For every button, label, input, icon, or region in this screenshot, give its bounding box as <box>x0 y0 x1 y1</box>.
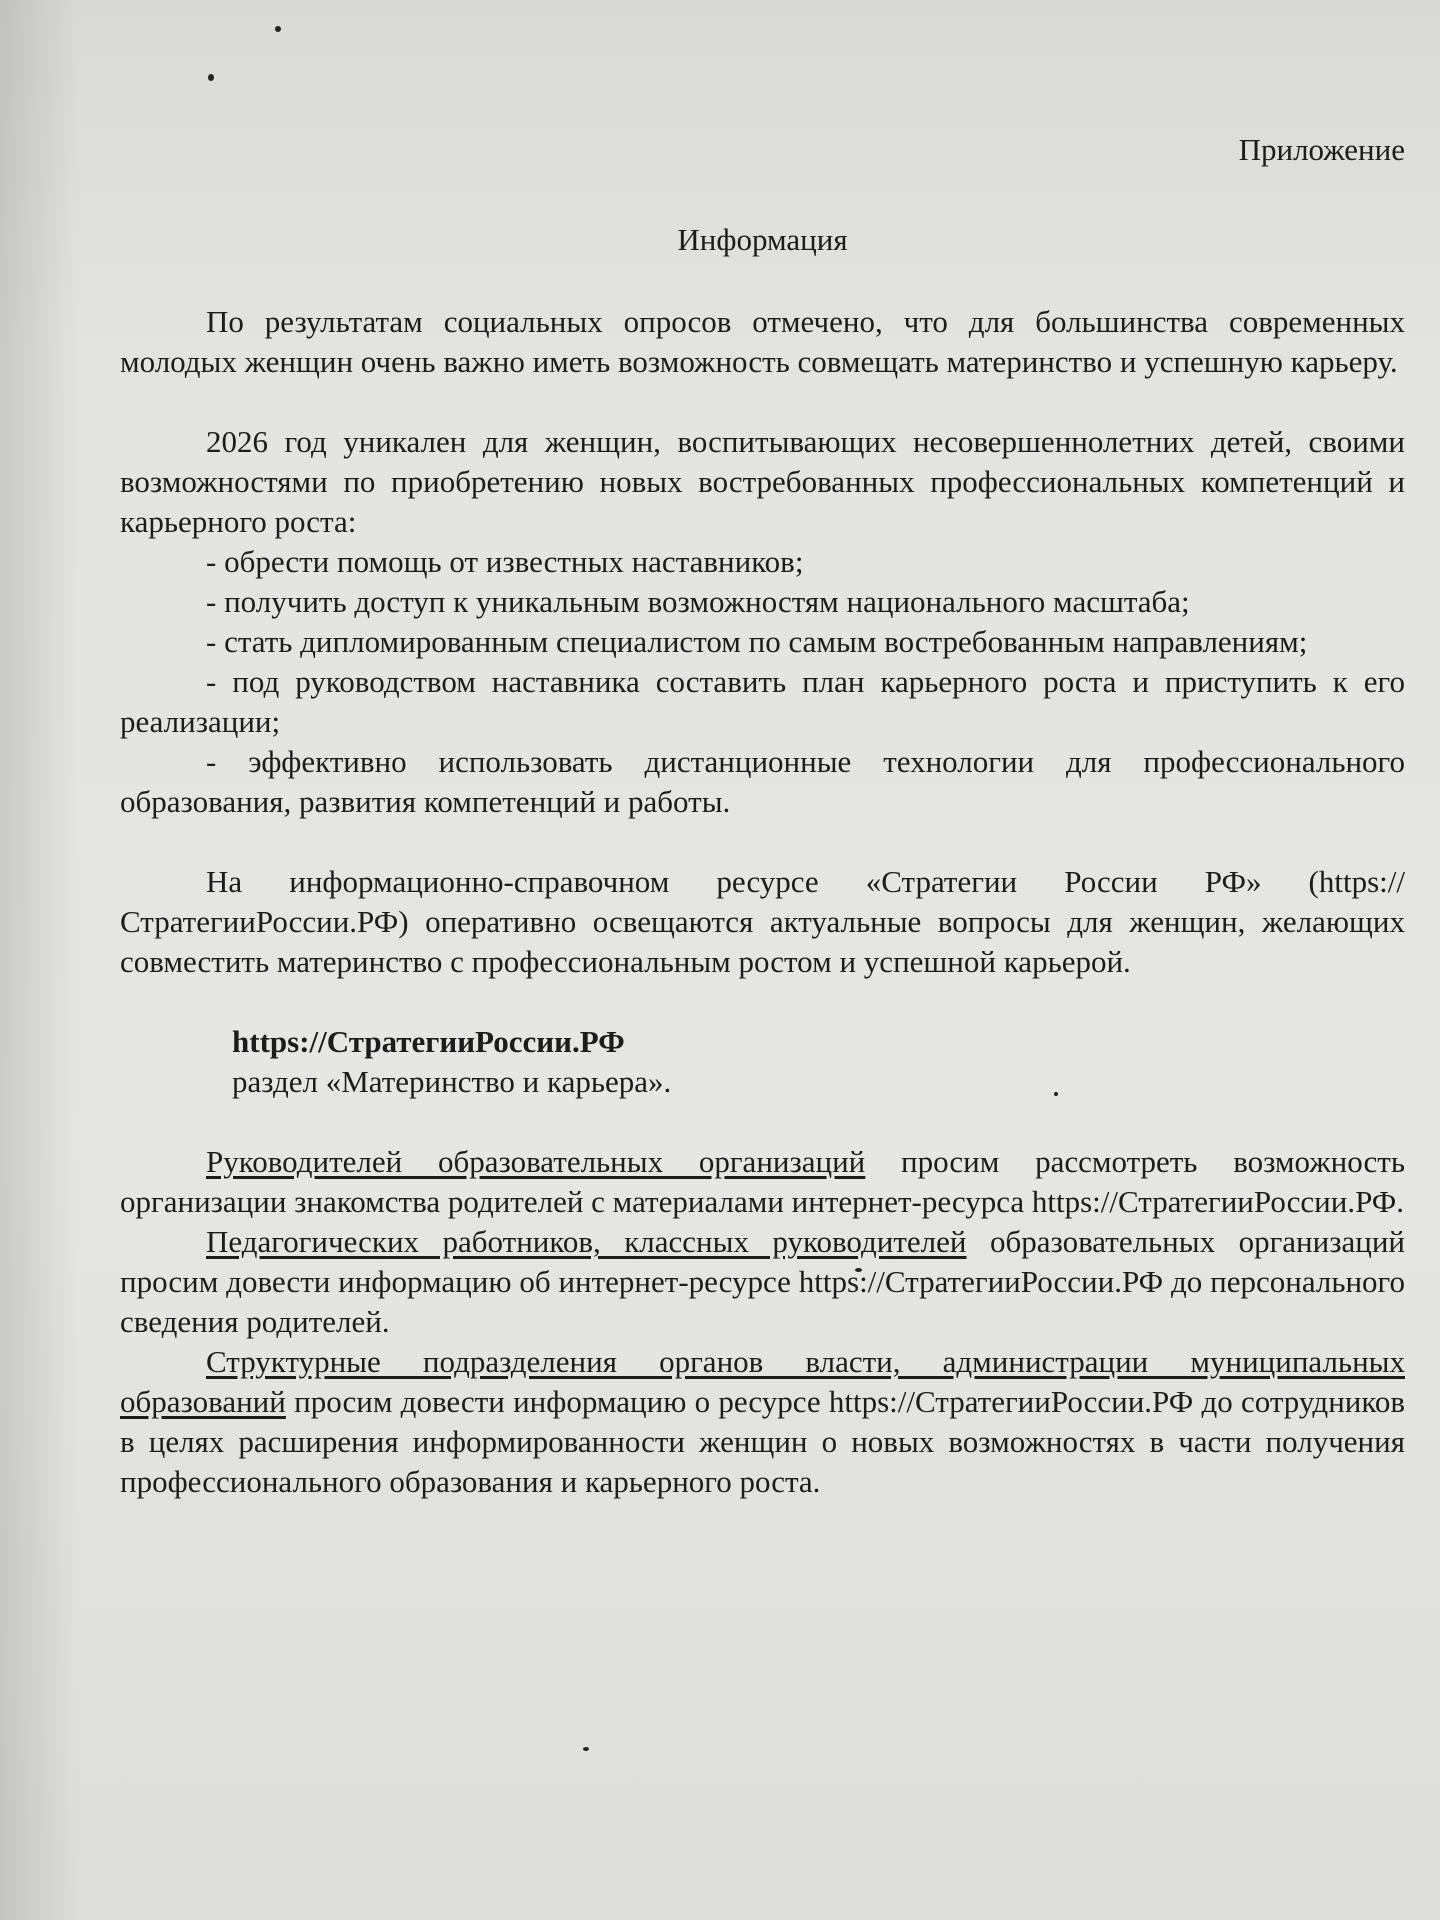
addressee-teachers: Педагогических работников, классных руководителей <box>206 1224 967 1259</box>
addressee-authorities: Структурные подразделения органов власти, администрации муниципальных образований <box>120 1344 1405 1419</box>
resource-link[interactable]: https://СтратегииРоссии.РФ <box>232 1024 625 1059</box>
list-item: - эффективно использовать дистанционные технологии для профессионального образования, развития компетенций и работы. <box>120 744 1405 819</box>
document-title: Информация <box>677 222 848 257</box>
list-item: - под руководством наставника составить план карьерного роста и приступить к его реализации; <box>120 664 1405 739</box>
paragraph-heads <box>120 1142 1405 1222</box>
page-shadow <box>0 0 80 1920</box>
paragraph-teachers <box>120 1222 1405 1342</box>
resource-link-block <box>120 1022 1405 1102</box>
list-item: - получить доступ к уникальным возможностям национального масштаба; <box>206 584 1190 619</box>
paper-speck <box>583 1747 589 1751</box>
document-body <box>120 130 1405 1502</box>
appendix-label: Приложение <box>1238 132 1405 167</box>
resource-section: раздел «Материнство и карьера». <box>232 1064 672 1099</box>
paragraph-heads-text: просим рассмотреть возможность организации знакомства родителей с материалами интернет-ресурса https://СтратегииРоссии.РФ. <box>120 1144 1405 1219</box>
paragraph-survey: По результатам социальных опросов отмечено, что для большинства современных молодых женщин очень важно иметь возможность совмещать материнство и успешную карьеру. <box>120 304 1405 379</box>
paragraph-teachers-text: образовательных организаций просим довести информацию об интернет-ресурсе https://СтратегииРоссии.РФ до персонального сведения родителей. <box>120 1224 1405 1339</box>
paper-speck <box>208 74 214 81</box>
paragraph-resource: На информационно-справочном ресурсе «Стратегии России РФ» (https://СтратегииРоссии.РФ) оперативно освещаются актуальные вопросы для женщин, желающих совместить материнство с профессиональным ростом и успешной карьерой. <box>120 864 1405 979</box>
addressee-heads: Руководителей образовательных организаций <box>206 1144 866 1179</box>
paragraph-authorities <box>120 1342 1405 1502</box>
paper-speck <box>275 26 281 32</box>
paragraph-authorities-text: просим довести информацию о ресурсе https://СтратегииРоссии.РФ до сотрудников в целях расширения информированности женщин о новых возможностях в части получения профессионального образования и карьерного роста. <box>120 1384 1405 1499</box>
paragraph-2026: 2026 год уникален для женщин, воспитывающих несовершеннолетних детей, своими возможностями по приобретению новых востребованных профессиональных компетенций и карьерного роста: <box>120 424 1405 539</box>
list-item: - стать дипломированным специалистом по самым востребованным направлениям; <box>206 624 1308 659</box>
list-item: - обрести помощь от известных наставников; <box>206 544 804 579</box>
